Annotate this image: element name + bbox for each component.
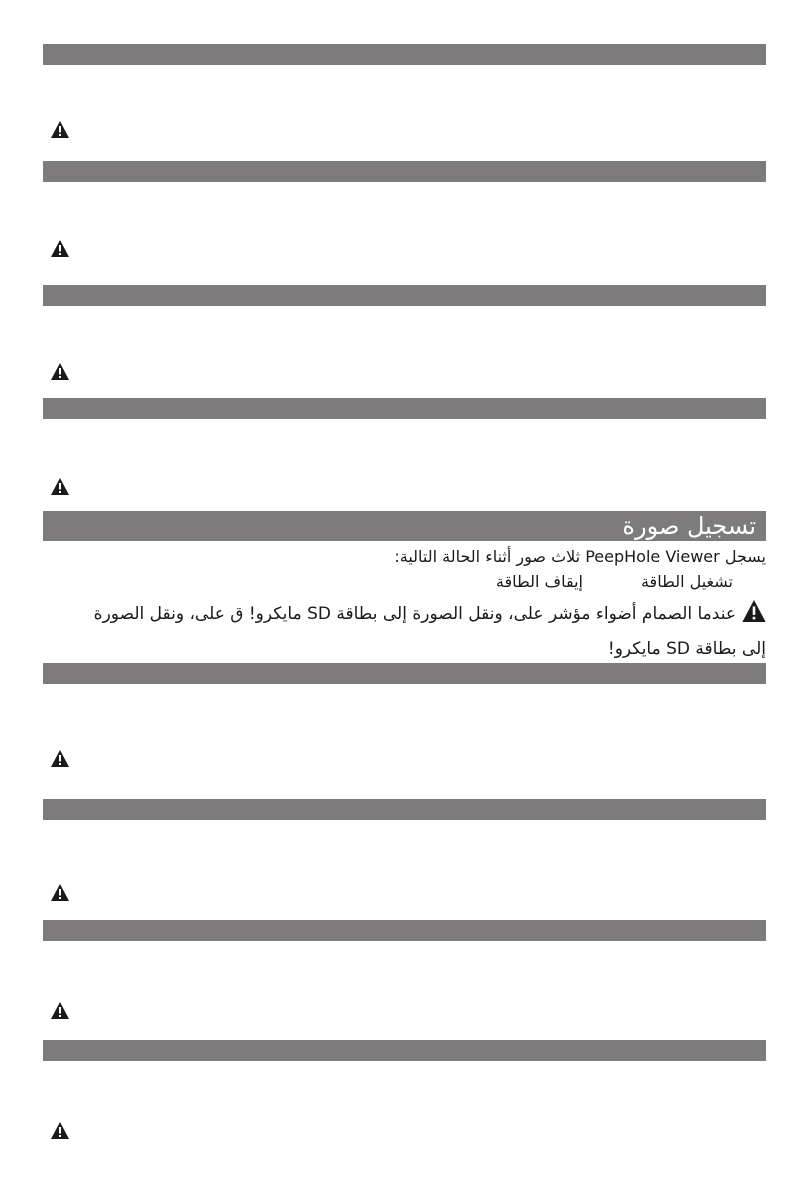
warning-text: عندما الصمام أضواء مؤشر على، ونقل الصورة إلى بطاقة SD مايكرو! ق على، ونقل الصورة إلى بطاقة SD مايكرو! — [93, 604, 766, 659]
mode-power-off: إيقاف الطاقة — [495, 572, 583, 591]
section-header-bar — [43, 799, 766, 820]
section-header-bar — [43, 1040, 766, 1061]
warning-triangle-icon — [51, 750, 69, 767]
mode-power-on: تشغيل الطاقة — [640, 572, 733, 591]
section-intro: يسجل PeepHole Viewer ثلاث صور أثناء الحالة التالية: — [394, 547, 766, 566]
warning-triangle-icon — [51, 884, 69, 901]
warning-triangle-icon — [51, 1002, 69, 1019]
section-header-bar — [43, 285, 766, 306]
section-warning — [80, 598, 766, 665]
section-header-bar — [43, 44, 766, 65]
warning-triangle-icon — [742, 600, 766, 633]
section-title: تسجيل صورة — [43, 511, 766, 541]
warning-triangle-icon — [51, 121, 69, 138]
section-header-bar — [43, 663, 766, 684]
section-header-bar — [43, 920, 766, 941]
warning-triangle-icon — [51, 240, 69, 257]
section-header-bar — [43, 161, 766, 182]
mode-list — [496, 571, 733, 593]
warning-triangle-icon — [51, 1122, 69, 1139]
warning-triangle-icon — [51, 363, 69, 380]
section-header-bar — [43, 398, 766, 419]
warning-triangle-icon — [51, 478, 69, 495]
